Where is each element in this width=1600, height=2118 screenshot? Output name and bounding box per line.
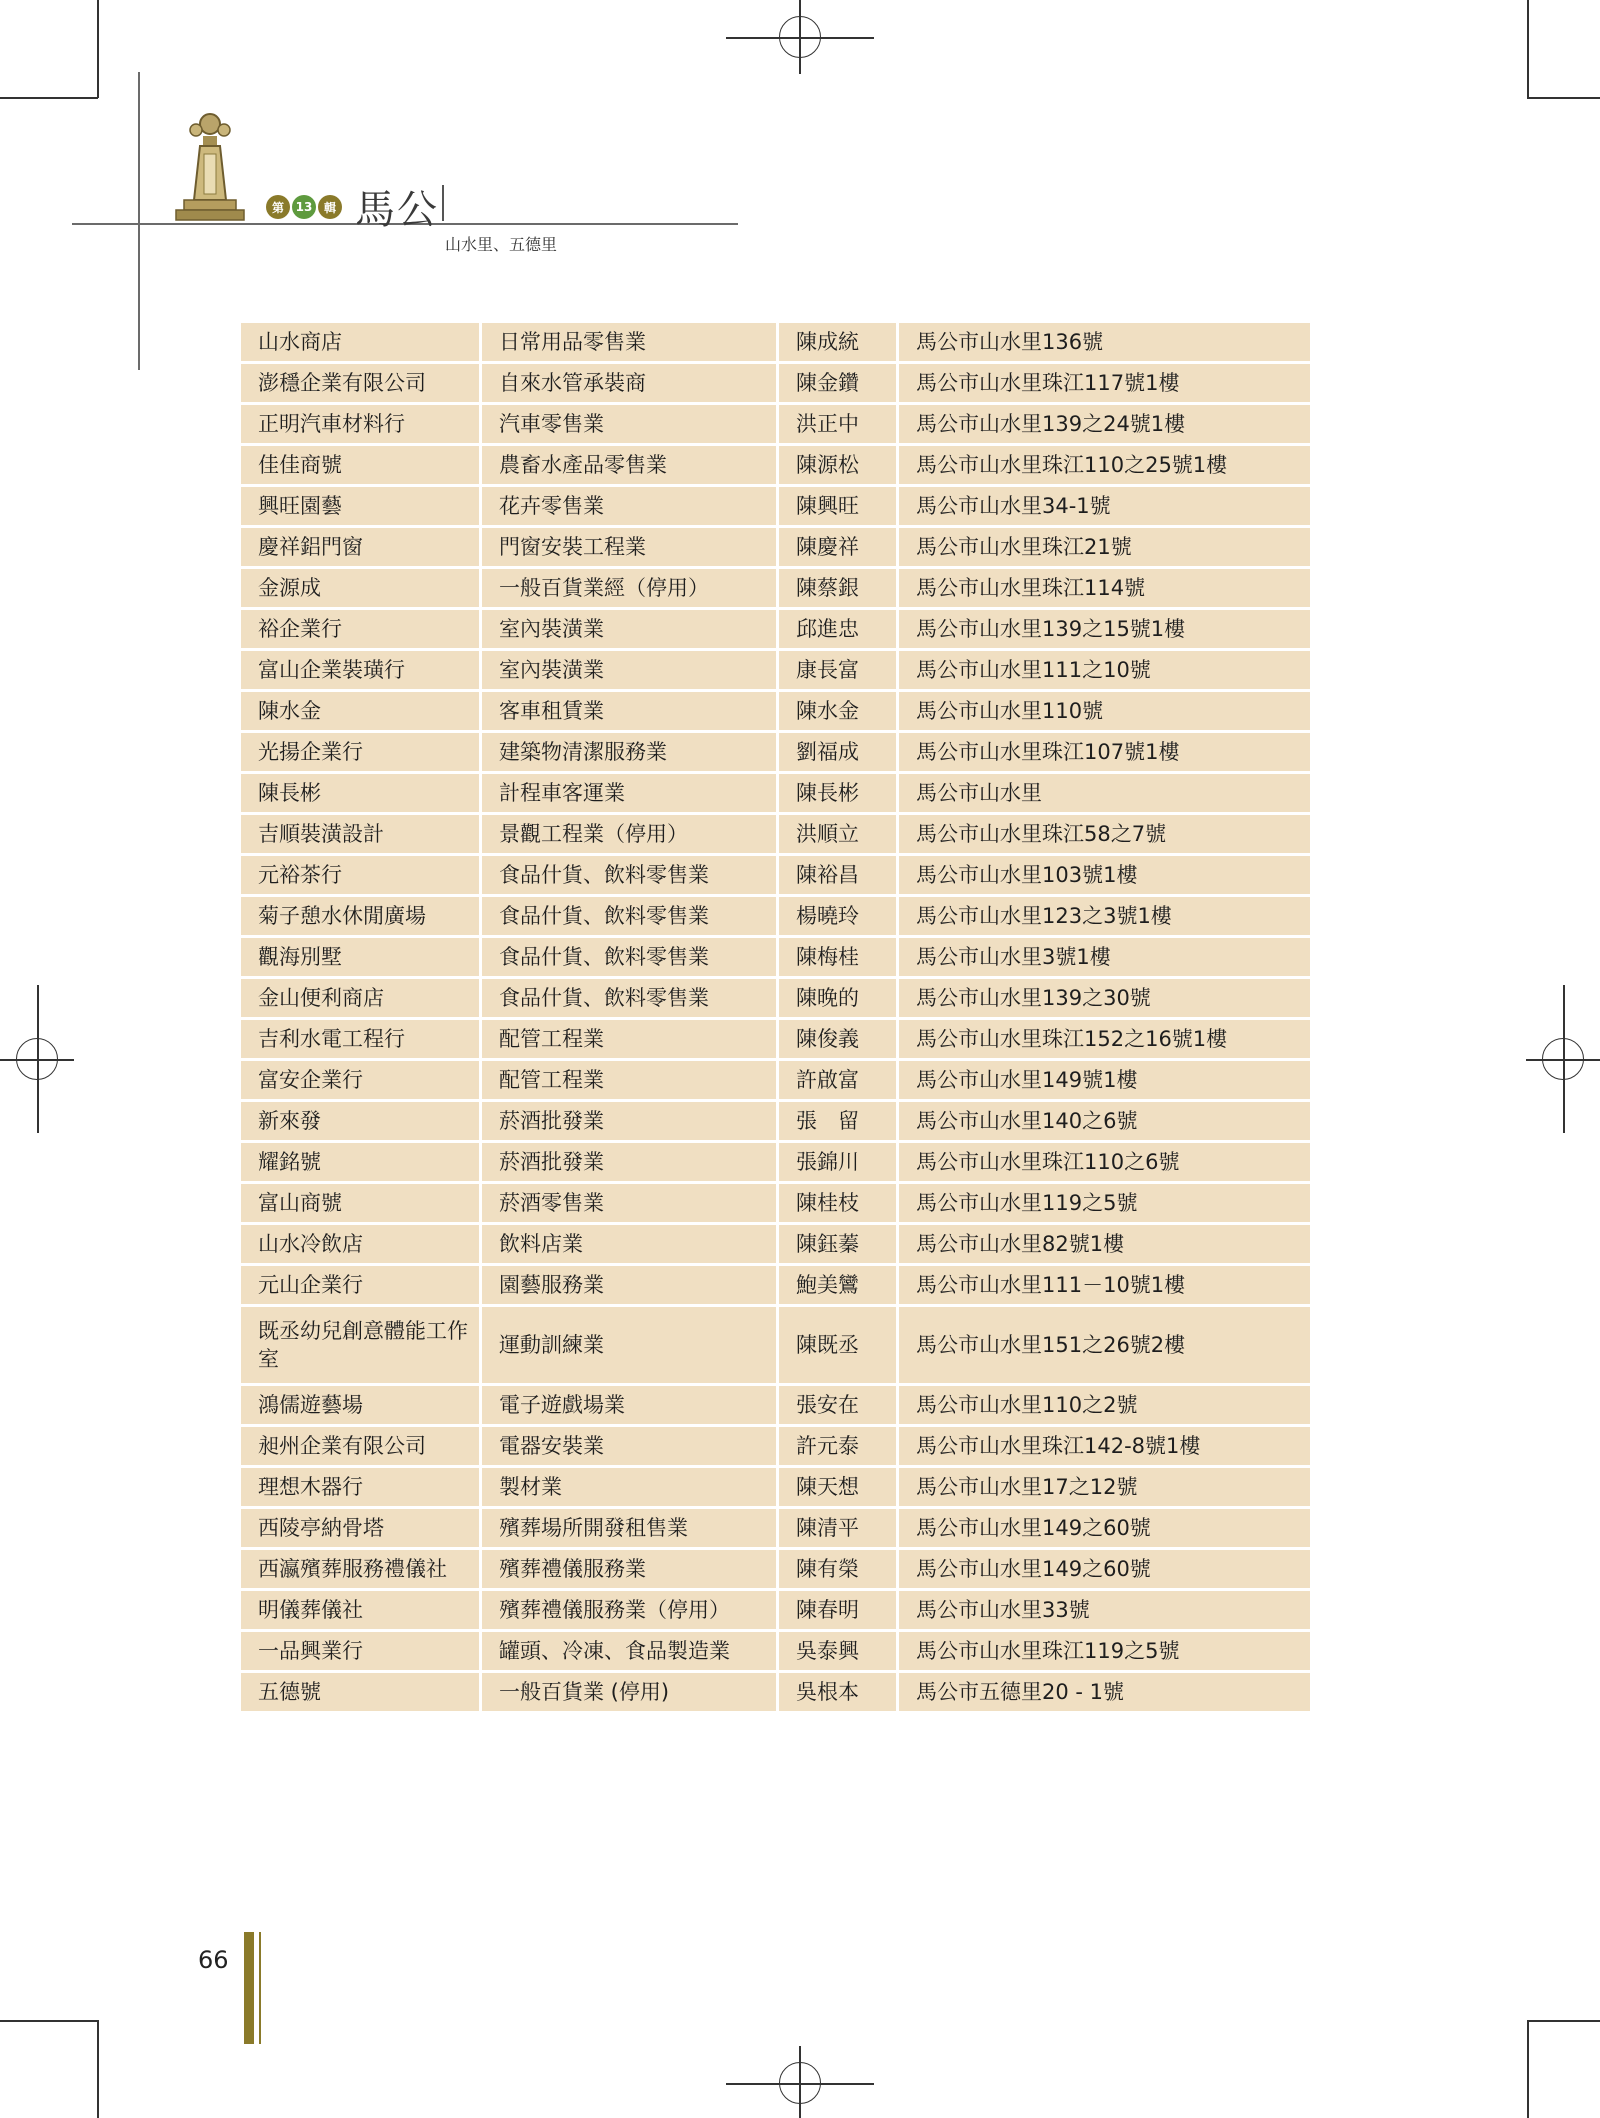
owner-cell: 陳裕昌 <box>778 855 898 896</box>
owner-cell: 陳桂枝 <box>778 1183 898 1224</box>
table-row <box>240 1426 1312 1467</box>
business-type-cell: 運動訓練業 <box>481 1306 778 1385</box>
owner-cell: 陳有榮 <box>778 1549 898 1590</box>
business-name-cell: 慶祥鋁門窗 <box>240 527 481 568</box>
business-type-cell: 飲料店業 <box>481 1224 778 1265</box>
table-row <box>240 937 1312 978</box>
address-cell: 馬公市山水里123之3號1樓 <box>898 896 1312 937</box>
business-type-cell: 殯葬禮儀服務業 <box>481 1549 778 1590</box>
crop-mark <box>97 2020 99 2118</box>
registration-mark <box>799 0 801 74</box>
address-cell: 馬公市山水里珠江114號 <box>898 568 1312 609</box>
business-name-cell: 既丞幼兒創意體能工作室 <box>240 1306 481 1385</box>
crop-mark <box>0 97 98 99</box>
owner-cell: 吳根本 <box>778 1672 898 1713</box>
table-row <box>240 1224 1312 1265</box>
owner-cell: 陳俊義 <box>778 1019 898 1060</box>
table-row <box>240 814 1312 855</box>
tower-logo-icon <box>170 110 250 226</box>
business-type-cell: 菸酒批發業 <box>481 1142 778 1183</box>
table-row <box>240 1672 1312 1713</box>
address-cell: 馬公市山水里珠江142-8號1樓 <box>898 1426 1312 1467</box>
section-subtitle: 山水里、五德里 <box>445 235 558 254</box>
owner-cell: 陳水金 <box>778 691 898 732</box>
business-type-cell: 製材業 <box>481 1467 778 1508</box>
address-cell: 馬公市山水里136號 <box>898 322 1312 363</box>
address-cell: 馬公市山水里34-1號 <box>898 486 1312 527</box>
business-name-cell: 耀銘號 <box>240 1142 481 1183</box>
address-cell: 馬公市山水里110號 <box>898 691 1312 732</box>
business-name-cell: 觀海別墅 <box>240 937 481 978</box>
address-cell: 馬公市山水里139之30號 <box>898 978 1312 1019</box>
business-name-cell: 富安企業行 <box>240 1060 481 1101</box>
table-row <box>240 650 1312 691</box>
crop-mark <box>1527 2020 1600 2022</box>
page-number: 66 <box>198 1946 229 1974</box>
business-name-cell: 西瀛殯葬服務禮儀社 <box>240 1549 481 1590</box>
business-name-cell: 金山便利商店 <box>240 978 481 1019</box>
table-row <box>240 1060 1312 1101</box>
business-type-cell: 配管工程業 <box>481 1019 778 1060</box>
address-cell: 馬公市山水里151之26號2樓 <box>898 1306 1312 1385</box>
owner-cell: 陳清平 <box>778 1508 898 1549</box>
volume-number: 13 <box>292 195 316 219</box>
business-name-cell: 明儀葬儀社 <box>240 1590 481 1631</box>
owner-cell: 陳梅桂 <box>778 937 898 978</box>
address-cell: 馬公市山水里珠江152之16號1樓 <box>898 1019 1312 1060</box>
business-type-cell: 自來水管承裝商 <box>481 363 778 404</box>
business-type-cell: 殯葬禮儀服務業（停用） <box>481 1590 778 1631</box>
business-name-cell: 陳水金 <box>240 691 481 732</box>
owner-cell: 陳天想 <box>778 1467 898 1508</box>
owner-cell: 陳金鑽 <box>778 363 898 404</box>
business-name-cell: 陳長彬 <box>240 773 481 814</box>
business-name-cell: 富山企業裝璜行 <box>240 650 481 691</box>
crop-mark <box>97 0 99 98</box>
table-row <box>240 1183 1312 1224</box>
address-cell: 馬公市山水里140之6號 <box>898 1101 1312 1142</box>
address-cell: 馬公市山水里149號1樓 <box>898 1060 1312 1101</box>
header-vertical-rule <box>138 72 140 370</box>
business-name-cell: 一品興業行 <box>240 1631 481 1672</box>
business-type-cell: 計程車客運業 <box>481 773 778 814</box>
address-cell: 馬公市山水里珠江107號1樓 <box>898 732 1312 773</box>
crop-mark <box>1527 2020 1529 2118</box>
business-type-cell: 客車租賃業 <box>481 691 778 732</box>
volume-prefix: 第 <box>266 195 290 219</box>
table-row <box>240 609 1312 650</box>
business-type-cell: 食品什貨、飲料零售業 <box>481 896 778 937</box>
business-type-cell: 一般百貨業 (停用) <box>481 1672 778 1713</box>
business-name-cell: 山水商店 <box>240 322 481 363</box>
owner-cell: 陳慶祥 <box>778 527 898 568</box>
address-cell: 馬公市山水里149之60號 <box>898 1508 1312 1549</box>
table-row <box>240 1508 1312 1549</box>
business-type-cell: 菸酒零售業 <box>481 1183 778 1224</box>
table-row <box>240 1549 1312 1590</box>
registration-mark <box>1563 985 1565 1133</box>
owner-cell: 陳源松 <box>778 445 898 486</box>
owner-cell: 陳興旺 <box>778 486 898 527</box>
business-name-cell: 吉順裝潢設計 <box>240 814 481 855</box>
address-cell: 馬公市山水里149之60號 <box>898 1549 1312 1590</box>
owner-cell: 邱進忠 <box>778 609 898 650</box>
owner-cell: 洪正中 <box>778 404 898 445</box>
business-table <box>238 320 1313 1714</box>
business-type-cell: 電器安裝業 <box>481 1426 778 1467</box>
table-row <box>240 445 1312 486</box>
crop-mark <box>1527 97 1600 99</box>
table-row <box>240 978 1312 1019</box>
owner-cell: 陳春明 <box>778 1590 898 1631</box>
table-row <box>240 1101 1312 1142</box>
business-name-cell: 正明汽車材料行 <box>240 404 481 445</box>
owner-cell: 許啟富 <box>778 1060 898 1101</box>
business-name-cell: 富山商號 <box>240 1183 481 1224</box>
address-cell: 馬公市山水里珠江110之25號1樓 <box>898 445 1312 486</box>
business-type-cell: 農畜水產品零售業 <box>481 445 778 486</box>
owner-cell: 張 留 <box>778 1101 898 1142</box>
business-name-cell: 五德號 <box>240 1672 481 1713</box>
business-type-cell: 罐頭、冷凍、食品製造業 <box>481 1631 778 1672</box>
owner-cell: 陳成統 <box>778 322 898 363</box>
owner-cell: 陳鈺蓁 <box>778 1224 898 1265</box>
address-cell: 馬公市山水里139之15號1樓 <box>898 609 1312 650</box>
business-type-cell: 電子遊戲場業 <box>481 1385 778 1426</box>
business-type-cell: 殯葬場所開發租售業 <box>481 1508 778 1549</box>
business-name-cell: 理想木器行 <box>240 1467 481 1508</box>
business-name-cell: 西陵亭納骨塔 <box>240 1508 481 1549</box>
owner-cell: 鮑美鸞 <box>778 1265 898 1306</box>
business-name-cell: 元裕茶行 <box>240 855 481 896</box>
table-row <box>240 363 1312 404</box>
business-name-cell: 金源成 <box>240 568 481 609</box>
address-cell: 馬公市山水里111之10號 <box>898 650 1312 691</box>
owner-cell: 陳既丞 <box>778 1306 898 1385</box>
crop-mark <box>0 2020 98 2022</box>
table-row <box>240 773 1312 814</box>
business-type-cell: 景觀工程業（停用） <box>481 814 778 855</box>
business-name-cell: 裕企業行 <box>240 609 481 650</box>
volume-badge <box>266 195 342 219</box>
business-name-cell: 元山企業行 <box>240 1265 481 1306</box>
address-cell: 馬公市山水里17之12號 <box>898 1467 1312 1508</box>
table-row <box>240 896 1312 937</box>
crop-mark <box>1527 0 1529 98</box>
owner-cell: 吳泰興 <box>778 1631 898 1672</box>
table-row <box>240 1385 1312 1426</box>
business-name-cell: 佳佳商號 <box>240 445 481 486</box>
registration-mark <box>799 2046 801 2118</box>
owner-cell: 許元泰 <box>778 1426 898 1467</box>
business-type-cell: 花卉零售業 <box>481 486 778 527</box>
business-name-cell: 新來發 <box>240 1101 481 1142</box>
business-type-cell: 食品什貨、飲料零售業 <box>481 978 778 1019</box>
business-name-cell: 興旺園藝 <box>240 486 481 527</box>
business-name-cell: 鴻儒遊藝場 <box>240 1385 481 1426</box>
table-row <box>240 1631 1312 1672</box>
page-accent-line <box>259 1932 261 2044</box>
address-cell: 馬公市山水里119之5號 <box>898 1183 1312 1224</box>
business-type-cell: 門窗安裝工程業 <box>481 527 778 568</box>
table-row <box>240 732 1312 773</box>
table-row <box>240 527 1312 568</box>
owner-cell: 劉福成 <box>778 732 898 773</box>
table-row <box>240 1265 1312 1306</box>
business-name-cell: 昶州企業有限公司 <box>240 1426 481 1467</box>
owner-cell: 陳蔡銀 <box>778 568 898 609</box>
volume-title: 馬公 <box>355 187 439 233</box>
business-type-cell: 日常用品零售業 <box>481 322 778 363</box>
business-type-cell: 菸酒批發業 <box>481 1101 778 1142</box>
address-cell: 馬公市山水里110之2號 <box>898 1385 1312 1426</box>
address-cell: 馬公市山水里 <box>898 773 1312 814</box>
title-divider <box>442 185 444 221</box>
table-row <box>240 404 1312 445</box>
table-row <box>240 1467 1312 1508</box>
owner-cell: 康長富 <box>778 650 898 691</box>
business-type-cell: 園藝服務業 <box>481 1265 778 1306</box>
address-cell: 馬公市山水里珠江119之5號 <box>898 1631 1312 1672</box>
table-row <box>240 1590 1312 1631</box>
business-type-cell: 室內裝潢業 <box>481 609 778 650</box>
owner-cell: 洪順立 <box>778 814 898 855</box>
address-cell: 馬公市山水里139之24號1樓 <box>898 404 1312 445</box>
table-row <box>240 855 1312 896</box>
page-accent-bar <box>244 1932 254 2044</box>
address-cell: 馬公市山水里82號1樓 <box>898 1224 1312 1265</box>
table-row <box>240 322 1312 363</box>
owner-cell: 陳長彬 <box>778 773 898 814</box>
owner-cell: 張錦川 <box>778 1142 898 1183</box>
business-type-cell: 食品什貨、飲料零售業 <box>481 937 778 978</box>
table-row <box>240 1306 1312 1385</box>
address-cell: 馬公市山水里33號 <box>898 1590 1312 1631</box>
business-name-cell: 吉利水電工程行 <box>240 1019 481 1060</box>
address-cell: 馬公市山水里珠江21號 <box>898 527 1312 568</box>
owner-cell: 楊曉玲 <box>778 896 898 937</box>
owner-cell: 陳晚的 <box>778 978 898 1019</box>
business-type-cell: 食品什貨、飲料零售業 <box>481 855 778 896</box>
registration-mark <box>37 985 39 1133</box>
business-name-cell: 菊子憩水休閒廣場 <box>240 896 481 937</box>
table-row <box>240 1019 1312 1060</box>
business-type-cell: 配管工程業 <box>481 1060 778 1101</box>
business-name-cell: 光揚企業行 <box>240 732 481 773</box>
address-cell: 馬公市五德里20 - 1號 <box>898 1672 1312 1713</box>
table-row <box>240 1142 1312 1183</box>
volume-suffix: 輯 <box>318 195 342 219</box>
address-cell: 馬公市山水里珠江117號1樓 <box>898 363 1312 404</box>
table-row <box>240 691 1312 732</box>
business-type-cell: 汽車零售業 <box>481 404 778 445</box>
owner-cell: 張安在 <box>778 1385 898 1426</box>
table-row <box>240 568 1312 609</box>
address-cell: 馬公市山水里珠江110之6號 <box>898 1142 1312 1183</box>
table-row <box>240 486 1312 527</box>
business-type-cell: 建築物清潔服務業 <box>481 732 778 773</box>
address-cell: 馬公市山水里珠江58之7號 <box>898 814 1312 855</box>
business-name-cell: 澎穩企業有限公司 <box>240 363 481 404</box>
address-cell: 馬公市山水里111－10號1樓 <box>898 1265 1312 1306</box>
business-type-cell: 室內裝潢業 <box>481 650 778 691</box>
business-name-cell: 山水冷飲店 <box>240 1224 481 1265</box>
address-cell: 馬公市山水里103號1樓 <box>898 855 1312 896</box>
business-type-cell: 一般百貨業經（停用） <box>481 568 778 609</box>
address-cell: 馬公市山水里3號1樓 <box>898 937 1312 978</box>
